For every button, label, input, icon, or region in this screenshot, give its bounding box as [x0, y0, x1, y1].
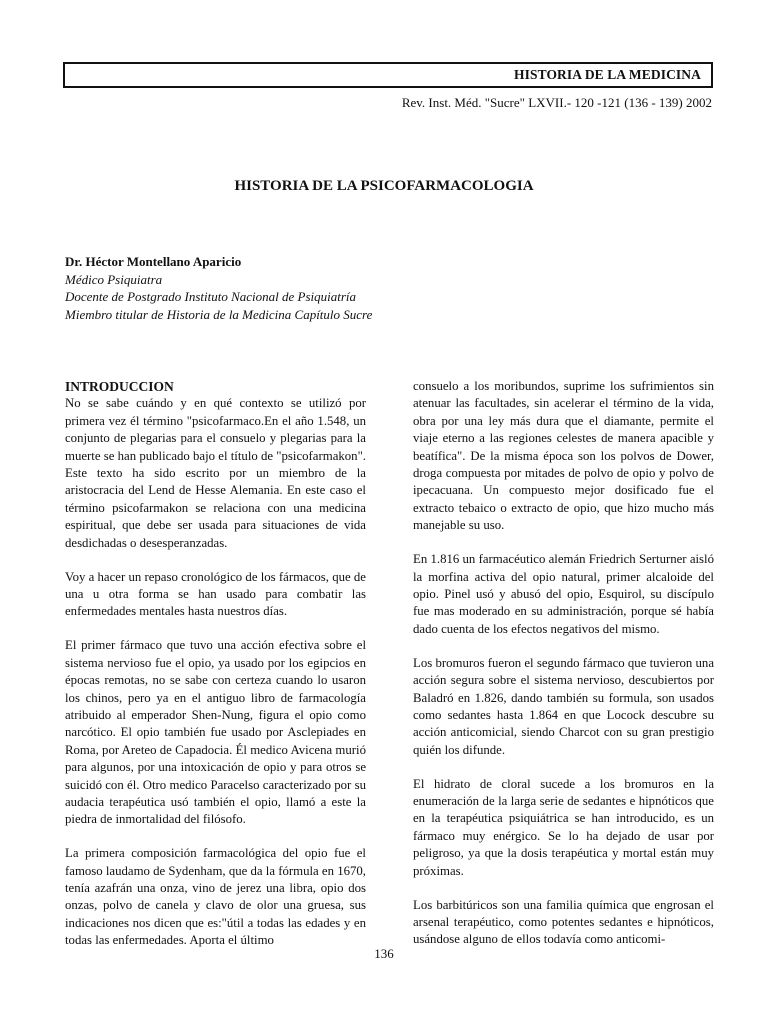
right-column: [413, 378, 714, 965]
paragraph: La primera composición farmacológica del opio fue el famoso laudamo de Sydenham, que da la fórmula en 1670, tenía azafrán una onza, vino de jerez una libra, opio dos onzas, polvo de canela y clavo de olor una gruesa, sus indicaciones nos dicen que es:"útil a todas las edades y en todas las enfermedades. Aporta el último: [65, 846, 367, 948]
paragraph: En 1.816 un farmacéutico alemán Friedrich Serturner aisló la morfina activa del opio natural, primer alcaloide del opio. Pinel usó y abusó del opio, Esquirol, su discípulo fue mas moderado en su administración, porque sé había dado cuenta de los efectos negativos del mismo.: [413, 552, 714, 636]
author-affiliation: Miembro titular de Historia de la Medicina Capítulo Sucre: [65, 306, 373, 322]
paragraph: Voy a hacer un repaso cronológico de los fármacos, que de una u otra forma se han usado para combatir las enfermedades mentales hasta nuestros días.: [65, 569, 366, 619]
journal-citation: Rev. Inst. Méd. "Sucre" LXVII.- 120 -121 (136 - 139) 2002: [401, 95, 712, 110]
author-name: Dr. Héctor Montellano Aparicio: [65, 254, 242, 269]
left-column: [65, 378, 366, 966]
paragraph: El hidrato de cloral sucede a los bromuros en la enumeración de la larga serie de sedantes e hipnóticos que en la terapéutica psiquiátrica se han introducido, es un fármaco muy enérgico. Se lo ha dejado de usar por peligroso, ya que la dosis terapéutica y mortal están muy próximas.: [413, 776, 714, 878]
paragraph: El primer fármaco que tuvo una acción efectiva sobre el sistema nervioso fue el opio, ya usado por los egipcios en épocas remotas, no se sabe con certeza cuando lo usaron los chinos, pero ya en el antiguo libro de farmacología atribuido al emperador Shen-Nung, figura el opio como narcótico. El opio también fue usado por Asclepiades en Roma, por Areteo de Capadocia. Él medico Avicena murió para algunos, por una intoxicación de opio y para otros se suicidó con él. Otro medico Paracelso caracterizado por su audacia terapéutica usó también el opio, llamó a este la piedra de inmortalidad del filósofo.: [65, 638, 366, 827]
paragraph: No se sabe cuándo y en qué contexto se utilizó por primera vez él término "psicofarmaco.En el año 1.548, un conjunto de plegarias para el consuelo y plegarias para la muerte se han publicado bajo el título de "psicofarmakon". Este texto ha sido escrito por un miembro de la aristocracia del Lend de Hesse Alemania. En este caso el término psicofarmakon se relaciona con una medicina espiritual, que debe ser usada para situaciones de vida desdichadas o desesperanzadas.: [65, 396, 366, 550]
author-affiliation: Médico Psiquiatra: [65, 271, 163, 287]
section-title: HISTORIA DE LA MEDICINA: [514, 67, 701, 82]
author-block: [65, 253, 372, 323]
paragraph: Los barbitúricos son una familia química que engrosan el arsenal terapéutico, como potentes sedantes e hipnóticos, usándose alguno de ellos todavía como anticomi-: [413, 897, 714, 947]
paragraph: consuelo a los moribundos, suprime los sufrimientos sin atenuar las facultades, sin acelerar el término de la vida, obra por una ley más dura que el diamante, permite el viaje eterno a las regiones celestes de manera apacible y beatífica". De la misma época son los polvos de Dower, droga compuesta por mitades de polvo de opio y polvo de ipecacuana. Un compuesto mejor dosificado fue el extracto tebaico o extracto de opio, que hizo mucho más manejable su uso.: [413, 379, 714, 533]
page-number: 136: [374, 946, 394, 961]
paragraph: Los bromuros fueron el segundo fármaco que tuvieron una acción segura sobre el sistema nervioso, descubiertos por Baladró en 1.826, dando también su formula, son usados como sedantes hasta 1.864 en que Locock descubre su acción anticomicial, siendo Charcot con su gran prestigio quién los difunde.: [413, 655, 714, 757]
section-header-box: [63, 62, 713, 88]
section-heading: INTRODUCCION: [65, 379, 174, 394]
author-affiliation: Docente de Postgrado Instituto Nacional de Psiquiatría: [65, 289, 357, 304]
article-title: HISTORIA DE LA PSICOFARMACOLOGIA: [234, 178, 534, 194]
